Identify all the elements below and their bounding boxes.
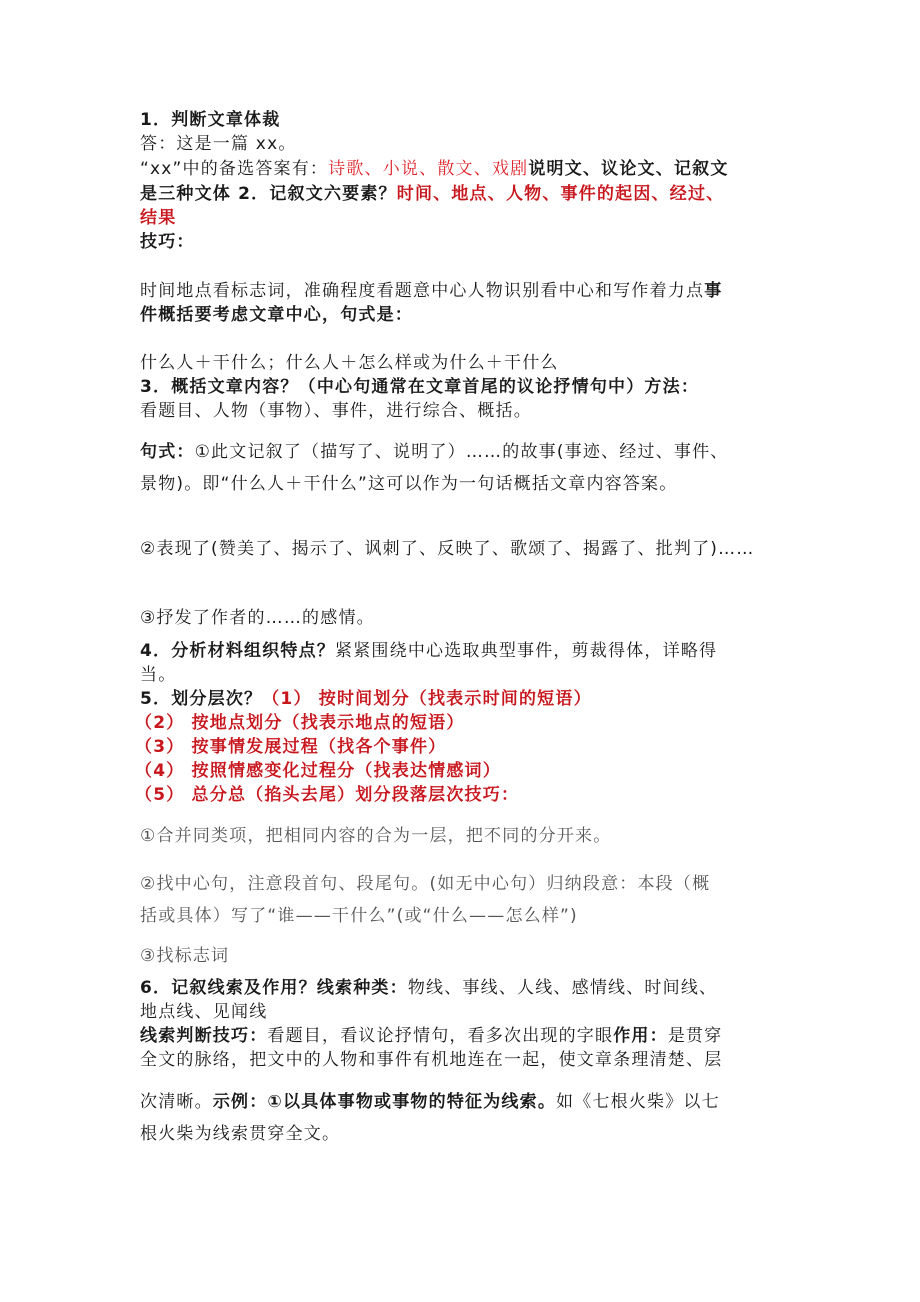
section-3-form-b: 景物)。即“什么人＋干什么”这可以作为一句话概括文章内容答案。 [140, 474, 678, 494]
clue-kinds-b: 地点线、见闻线 [140, 1002, 268, 1022]
form-a-text: ①此文记叙了（描写了、说明了）……的故事(事迹、经过、事件、 [194, 442, 729, 462]
judge-text: 看题目，看议论抒情句，看多次出现的字眼 [267, 1026, 614, 1046]
section-3-form-2: ②表现了(赞美了、揭示了、讽刺了、反映了、歌颂了、揭露了、批判了)…… [140, 539, 755, 559]
sentence-pattern: 什么人＋干什么；什么人＋怎么样或为什么＋干什么 [140, 353, 559, 373]
section-1-title: 1．判断文章体裁 [140, 110, 281, 130]
section-1-answer: 答：这是一篇 xx。 [140, 134, 297, 154]
clue-judge-line [140, 1024, 800, 1048]
section-3-title: 3．概括文章内容？（中心句通常在文章首尾的议论抒情句中）方法： [140, 377, 700, 397]
section-4-line-a [140, 639, 800, 663]
tips-line-a [140, 279, 800, 303]
role-a: 是贯穿 [667, 1026, 723, 1046]
section-4-line-b: 当。 [140, 665, 177, 685]
layer-tip-2b: 括或具体）写了“谁——干什么”(或“什么——怎么样”) [140, 906, 578, 926]
role-b: 全文的脉络，把文中的人物和事件有机地连在一起，使文章条理清楚、层 [140, 1050, 723, 1070]
role-label: 作用： [613, 1026, 668, 1046]
layer-item-5: （5） 总分总（掐头去尾）划分段落层次技巧： [135, 785, 520, 805]
role-c: 次清晰。 [140, 1092, 213, 1112]
section-5-title: 5．划分层次？ [140, 689, 263, 709]
options-bold: 说明文、议论文、记叙文 [528, 159, 729, 179]
section-3-form-3: ③抒发了作者的……的感情。 [140, 608, 375, 628]
layer-tip-3: ③找标志词 [140, 946, 230, 966]
example-line-a [140, 1090, 800, 1114]
section-5-line [140, 687, 800, 711]
layer-item-2: （2） 按地点划分（找表示地点的短语） [135, 713, 465, 733]
layer-tip-1: ①合并同类项，把相同内容的合为一层，把不同的分开来。 [140, 826, 612, 846]
options-prefix: “xx”中的备选答案有： [140, 159, 329, 179]
section-3-form-a [140, 440, 800, 464]
section-2-line [140, 182, 800, 206]
section-6-line-a [140, 976, 800, 1000]
options-red: 诗歌、小说、散文、戏剧 [328, 159, 529, 179]
example-bold: ①以具体事物或事物的特征为线索。 [267, 1092, 557, 1112]
tips-a-normal: 时间地点看标志词，准确程度看题意中心人物识别看中心和写作着力点 [140, 281, 705, 301]
example-text-a: 如《七根火柴》以七 [556, 1092, 720, 1112]
section-4-title: 4．分析材料组织特点？ [140, 641, 336, 661]
clue-kinds-a: 物线、事线、人线、感情线、时间线、 [407, 978, 718, 998]
tips-line-b: 件概括要考虑文章中心，句式是： [140, 305, 413, 325]
layer-tip-2a: ②找中心句，注意段首句、段尾句。(如无中心句）归纳段意：本段（概 [140, 874, 711, 894]
section-6-title: 6．记叙线索及作用？线索种类： [140, 978, 408, 998]
tips-label: 技巧： [140, 232, 195, 252]
example-line-b: 根火柴为线索贯穿全文。 [140, 1124, 341, 1144]
section-2-title: 是三种文体 2．记叙文六要素？ [140, 184, 397, 204]
tips-a-bold: 事 [704, 281, 723, 301]
form-label: 句式： [140, 442, 195, 462]
layer-item-4: （4） 按照情感变化过程分（找表达情感词） [135, 761, 501, 781]
section-4-text-a: 紧紧围绕中心选取典型事件，剪裁得体，详略得 [335, 641, 718, 661]
section-3-method: 看题目、人物（事物）、事件，进行综合、概括。 [140, 401, 532, 421]
judge-label: 线索判断技巧： [140, 1026, 268, 1046]
layer-item-1: （1） 按时间划分（找表示时间的短语） [262, 689, 592, 709]
six-elements-a: 时间、地点、人物、事件的起因、经过、 [396, 184, 725, 204]
six-elements-b: 结果 [140, 208, 177, 228]
example-label: 示例： [212, 1092, 268, 1112]
layer-item-3: （3） 按事情发展过程（找各个事件） [135, 737, 447, 757]
section-1-options-line [140, 157, 800, 181]
